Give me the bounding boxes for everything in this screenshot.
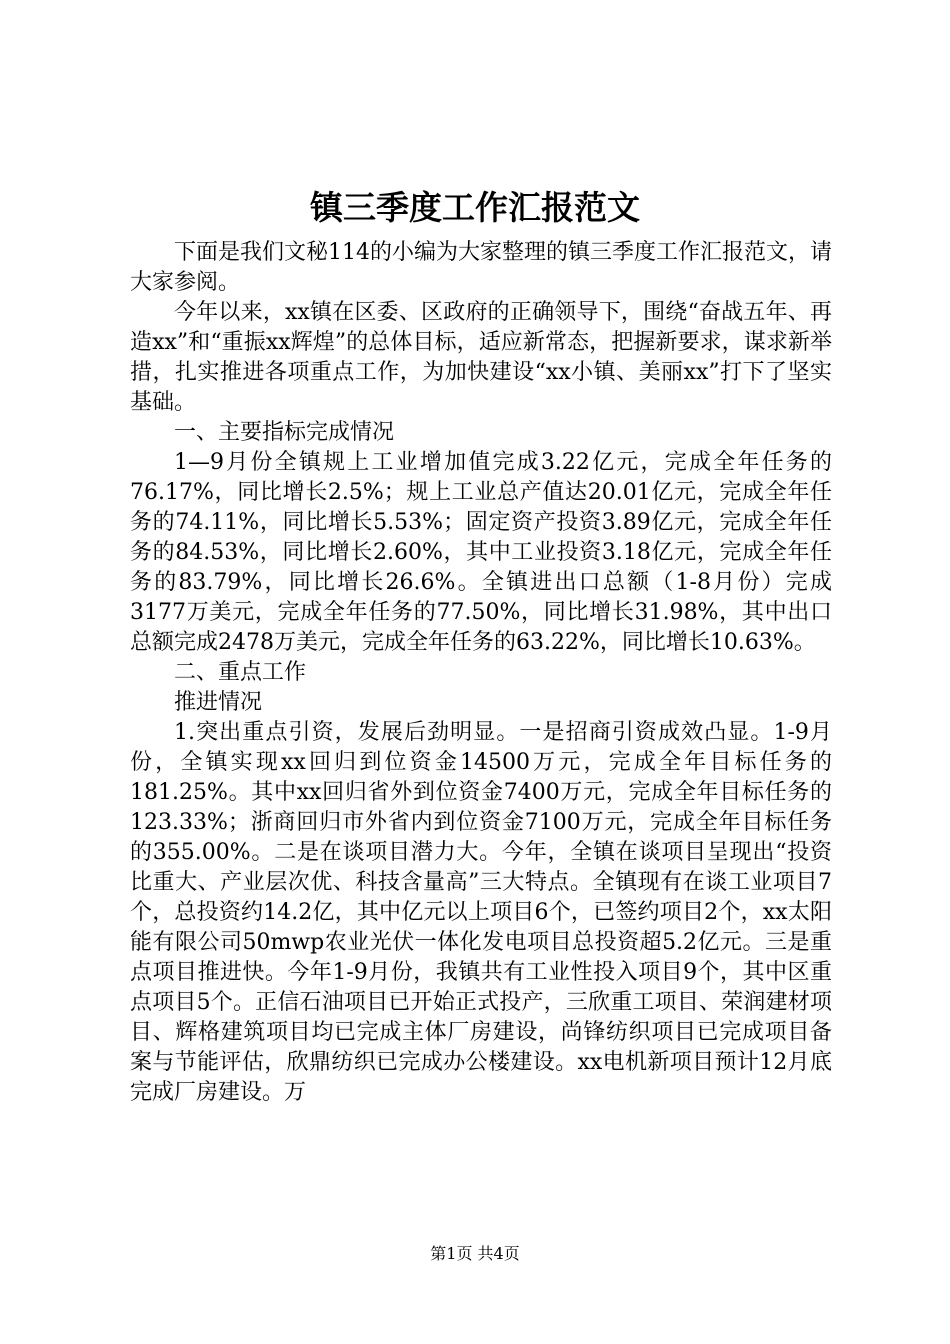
intro-paragraph: 下面是我们文秘114的小编为大家整理的镇三季度工作汇报范文，请大家参阅。 (130, 240, 832, 295)
investment-paragraph: 1.突出重点引资，发展后劲明显。一是招商引资成效凸显。1-9月份，全镇实现xx回归到位资金14500万元，完成全年目标任务的181.25%。其中xx回归省外到位资金7400万元，完成全年目标任务的123.33%；浙商回归市外省内到位资金7100万元，完成全年目标任务的355.00%。二是在谈项目潜力大。今年，全镇在谈项目呈现出“投资比重大、产业层次优、科技含量高”三大特点。全镇现有在谈工业项目7个，总投资约14.2亿，其中亿元以上项目6个，已签约项目2个，xx太阳能有限公司50mwp农业光伏一体化发电项目总投资超5.2亿元。三是重点项目推进快。今年1-9月份，我镇共有工业性投入项目9个，其中区重点项目5个。正信石油项目已开始正式投产，三欣重工项目、荣润建材项目、辉格建筑项目均已完成主体厂房建设，尚锋纺织项目已完成项目备案与节能评估，欣鼎纺织已完成办公楼建设。xx电机新项目预计12月底完成厂房建设。万 (130, 720, 832, 1105)
section-heading-key-work: 二、重点工作 (174, 660, 307, 685)
document-title: 镇三季度工作汇报范文 (310, 188, 640, 227)
indicators-paragraph: 1—9月份全镇规上工业增加值完成3.22亿元，完成全年任务的76.17%，同比增长2.5%；规上工业总产值达20.01亿元，完成全年任务的74.11%，同比增长5.53%；固定资产投资3.89亿元，完成全年任务的84.53%，同比增长2.60%，其中工业投资3.18亿元，完成全年任务的83.79%，同比增长26.6%。全镇进出口总额（1-8月份）完成3177万美元，完成全年任务的77.50%，同比增长31.98%，其中出口总额完成2478万美元，完成全年任务的63.22%，同比增长10.63%。 (130, 450, 832, 655)
page-footer: 第1页 共4页 (430, 1244, 520, 1263)
section-heading-indicators: 一、主要指标完成情况 (174, 420, 395, 445)
overview-paragraph: 今年以来，xx镇在区委、区政府的正确领导下，围绕“奋战五年、再造xx”和“重振xx辉煌”的总体目标，适应新常态，把握新要求，谋求新举措，扎实推进各项重点工作，为加快建设“xx小镇、美丽xx”打下了坚实基础。 (130, 300, 832, 415)
document-body (130, 238, 832, 1108)
subheading-progress: 推进情况 (174, 690, 263, 715)
